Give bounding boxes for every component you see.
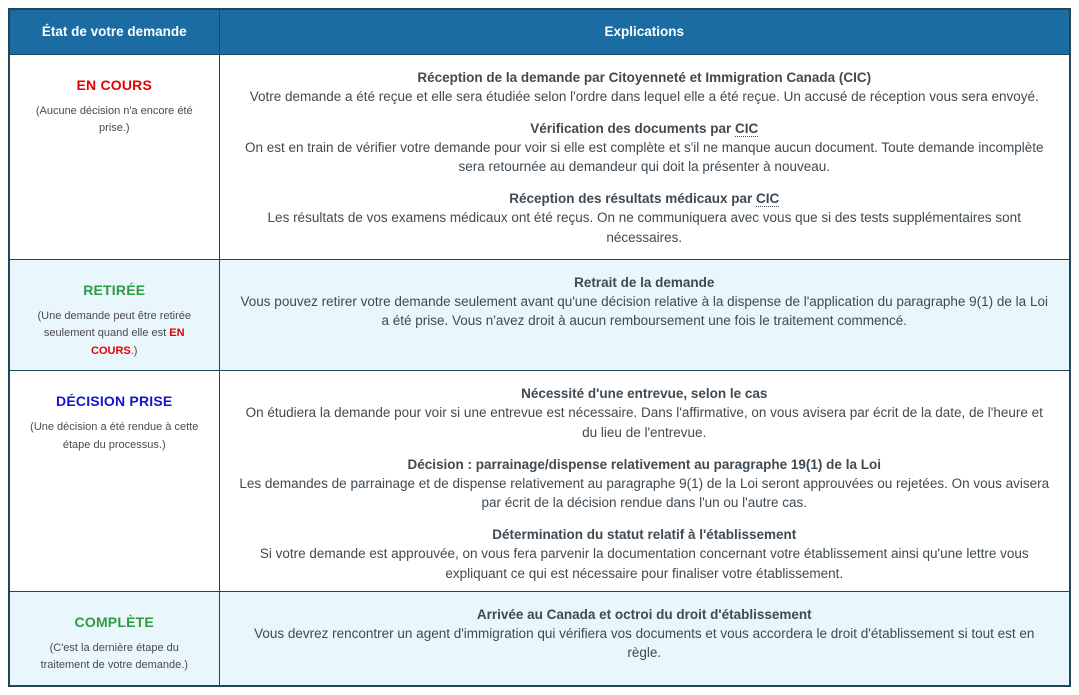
status-note-complete: (C'est la dernière étape du traitement de votre demande.) bbox=[40, 641, 188, 672]
header-row bbox=[9, 9, 1070, 54]
explanation-section bbox=[238, 455, 1052, 512]
section-heading: Réception de la demande par Citoyenneté et Immigration Canada (CIC) bbox=[417, 69, 872, 85]
status-label-decision-prise: DÉCISION PRISE bbox=[56, 393, 173, 410]
explanation-section bbox=[238, 605, 1052, 662]
section-body: On est en train de vérifier votre demande pour voir si elle est complète et s'il ne manque aucun document. Toute demande incomplète sera retournée au demandeur qui doit la présenter à nouveau. bbox=[244, 139, 1044, 175]
status-cell-decision-prise bbox=[9, 371, 219, 591]
explanation-section bbox=[238, 525, 1052, 582]
note-text: .) bbox=[130, 344, 138, 357]
section-body: Si votre demande est approuvée, on vous fera parvenir la documentation concernant votre établissement ainsi qu'une lettre vous expliquant ce qui est nécessaire pour finaliser votre établissement. bbox=[259, 546, 1029, 581]
table-row-complete bbox=[9, 591, 1070, 686]
status-label-complete: COMPLÈTE bbox=[74, 613, 154, 630]
section-heading bbox=[238, 119, 1052, 138]
section-heading: Retrait de la demande bbox=[574, 274, 715, 290]
status-note-decision-prise: (Une décision a été rendue à cette étape du processus.) bbox=[30, 421, 199, 451]
table-row-en-cours bbox=[9, 54, 1070, 259]
table-row-decision-prise bbox=[9, 371, 1070, 591]
note-text: (Une demande peut être retirée seulement quand elle est bbox=[37, 309, 191, 340]
status-label-en-cours: EN COURS bbox=[76, 76, 152, 93]
cic-abbreviation: CIC bbox=[756, 191, 780, 207]
status-note-retiree bbox=[22, 308, 207, 361]
section-body: On étudiera la demande pour voir si une entrevue est nécessaire. Dans l'affirmative, on vous avisera par écrit de la date, de l'heure et du lieu de l'entrevue. bbox=[245, 405, 1043, 440]
section-heading: Nécessité d'une entrevue, selon le cas bbox=[521, 386, 768, 402]
table-row-retiree bbox=[9, 259, 1070, 371]
status-cell-en-cours bbox=[9, 54, 219, 259]
explanation-section bbox=[238, 384, 1052, 441]
status-label-retiree: RETIRÉE bbox=[83, 281, 146, 298]
application-status-table bbox=[8, 8, 1071, 687]
explanations-cell-decision-prise bbox=[219, 371, 1070, 591]
section-body: Vous pouvez retirer votre demande seulement avant qu'une décision relative à la dispense de l'application du paragraphe 9(1) de la Loi a été prise. Vous n'avez droit à aucun remboursement une fois le traitement commencé. bbox=[240, 293, 1048, 328]
explanations-cell-retiree bbox=[219, 259, 1070, 371]
status-cell-retiree bbox=[9, 259, 219, 371]
cic-abbreviation: CIC bbox=[735, 120, 759, 136]
status-note-en-cours: (Aucune décision n'a encore été prise.) bbox=[35, 104, 193, 135]
section-body: Votre demande a été reçue et elle sera étudiée selon l'ordre dans lequel elle a été reçue. Un accusé de réception vous sera envoyé. bbox=[249, 88, 1039, 104]
column-header-explications: Explications bbox=[219, 9, 1070, 54]
explanations-cell-complete bbox=[219, 591, 1070, 686]
section-heading bbox=[238, 189, 1052, 208]
heading-text: Vérification des documents par bbox=[530, 120, 736, 136]
explanation-section bbox=[238, 68, 1052, 106]
explanation-section bbox=[238, 189, 1052, 246]
section-heading: Décision : parrainage/dispense relativement au paragraphe 19(1) de la Loi bbox=[407, 456, 881, 472]
section-body: Les demandes de parrainage et de dispense relativement au paragraphe 9(1) de la Loi seront approuvées ou rejetées. On vous avisera par écrit de la décision rendue dans l'un ou l'autre cas. bbox=[239, 475, 1050, 511]
status-cell-complete bbox=[9, 591, 219, 686]
section-body: Les résultats de vos examens médicaux ont été reçus. On ne communiquera avec vous que si des tests supplémentaires sont nécessaires. bbox=[267, 210, 1021, 245]
explanation-section bbox=[238, 119, 1052, 176]
section-heading: Arrivée au Canada et octroi du droit d'établissement bbox=[476, 606, 812, 622]
section-heading: Détermination du statut relatif à l'établissement bbox=[492, 527, 797, 543]
explanations-cell-en-cours bbox=[219, 54, 1070, 259]
note-highlight-en-cours: EN COURS bbox=[91, 327, 185, 357]
section-body: Vous devrez rencontrer un agent d'immigration qui vérifiera vos documents et vous accordera le droit d'établissement si tout est en règle. bbox=[254, 625, 1035, 660]
explanation-section bbox=[238, 273, 1052, 330]
column-header-etat-demande: État de votre demande bbox=[9, 9, 219, 54]
heading-text: Réception des résultats médicaux par bbox=[509, 191, 757, 207]
